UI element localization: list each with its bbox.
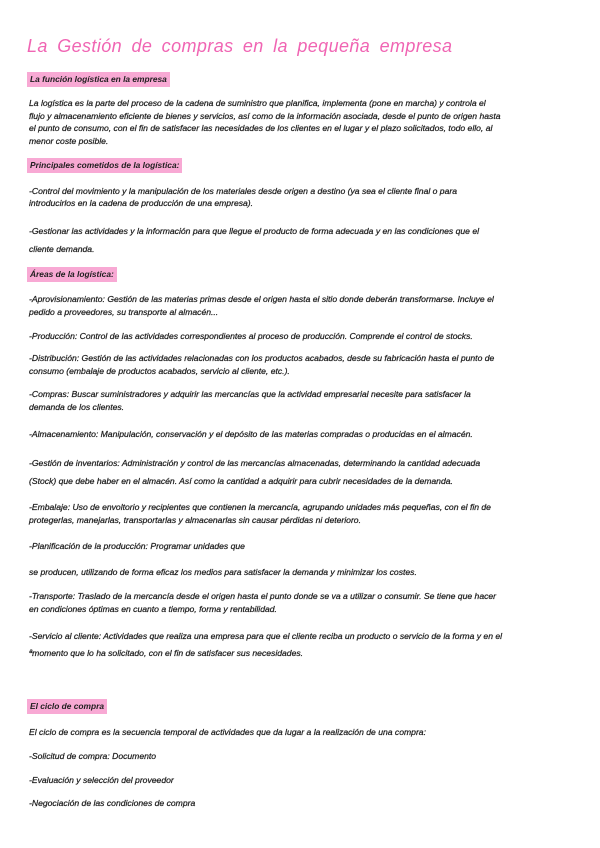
list-item-line: -Planificación de la producción: Programar unidades que [29,541,245,551]
section-heading-funcion-logistica: La función logística en la empresa [27,72,170,87]
page-title: La Gestión de compras en la pequeña empresa [27,36,453,56]
list-item-line: (Stock) que debe haber en el almacén. Así como la cantidad a adquirir para cubrir necesidades de la demanda. [29,476,453,486]
list-item-line: -Servicio al cliente: Actividades que realiza una empresa para que el cliente reciba un producto o servicio de la forma y en el [29,631,503,641]
list-item-line: consumo (embalaje de productos acabados, servicio al cliente, etc.). [29,366,290,376]
list-item-line: -Evaluación y selección del proveedor [29,775,174,785]
paragraph-line: menor coste posible. [29,136,109,146]
list-item-line: -Control del movimiento y la manipulación de los materiales desde origen a destino (ya sea el cliente final o para [29,186,458,196]
section-heading-cometidos: Principales cometidos de la logística: [27,158,182,173]
paragraph-line: flujo y almacenamiento eficiente de bienes y servicios, así como de la información asociada, desde el punto de origen hasta [29,111,501,121]
list-item-line: demanda de los clientes. [29,402,125,412]
list-item-line: -Almacenamiento: Manipulación, conservación y el depósito de las materias compradas o producidas en el almacén. [29,429,473,439]
paragraph-line: el punto de consumo, con el fin de satisfacer las necesidades de los clientes en el lugar y el plazo solicitados, todo ello, al [29,123,493,133]
list-item-line: -Distribución: Gestión de las actividades relacionadas con los productos acabados, desde su fabricación hasta el punto de [29,353,495,363]
paragraph-line: El ciclo de compra es la secuencia temporal de actividades que da lugar a la realización de una compra: [29,727,426,737]
list-item-line: -Gestión de inventarios: Administración y control de las mercancías almacenadas, determinando la cantidad adecuada [29,458,481,468]
paragraph-line: La logística es la parte del proceso de la cadena de suministro que planifica, implementa (pone en marcha) y controla el [29,98,486,108]
list-item-line: -Embalaje: Uso de envoltorio y recipientes que contienen la mercancía, agrupando unidades más pequeñas, con el fin de [29,502,491,512]
list-item-line: pedido a proveedores, su transporte al almacén... [29,307,219,317]
list-item-line: -Gestionar las actividades y la información para que llegue el producto de forma adecuada y en las condiciones que el [29,226,480,236]
list-item-line: protegerlas, manejarlas, transportarlas y almacenarlas sin causar pérdidas ni deterioro. [29,515,361,525]
list-item-line: introducirlos en la cadena de producción de una empresa). [29,198,254,208]
section-heading-ciclo-compra: El ciclo de compra [27,699,107,714]
list-item-line: -Compras: Buscar suministradores y adquirir las mercancías que la actividad empresarial necesite para satisfacer la [29,389,471,399]
list-item-line: se producen, utilizando de forma eficaz los medios para satisfacer la demanda y minimizar los costes. [29,567,417,577]
list-item-line: -Aprovisionamiento: Gestión de las materias primas desde el origen hasta el sitio donde deberán transformarse. Incluye el [29,294,494,304]
list-item-line: cliente demanda. [29,244,95,254]
section-heading-areas: Áreas de la logística: [27,267,117,282]
list-item-line: en condiciones óptimas en cuanto a tiempo, forma y rentabilidad. [29,604,277,614]
list-item-line: ªmomento que lo ha solicitado, con el fin de satisfacer sus necesidades. [29,648,304,658]
list-item-line: -Solicitud de compra: Documento [29,751,157,761]
list-item-line: -Transporte: Traslado de la mercancía desde el origen hasta el punto donde se va a utilizar o consumir. Se tiene que hacer [29,591,497,601]
list-item-line: -Producción: Control de las actividades correspondientes al proceso de producción. Comprende el control de stocks. [29,331,473,341]
list-item-line: -Negociación de las condiciones de compra [29,798,196,808]
